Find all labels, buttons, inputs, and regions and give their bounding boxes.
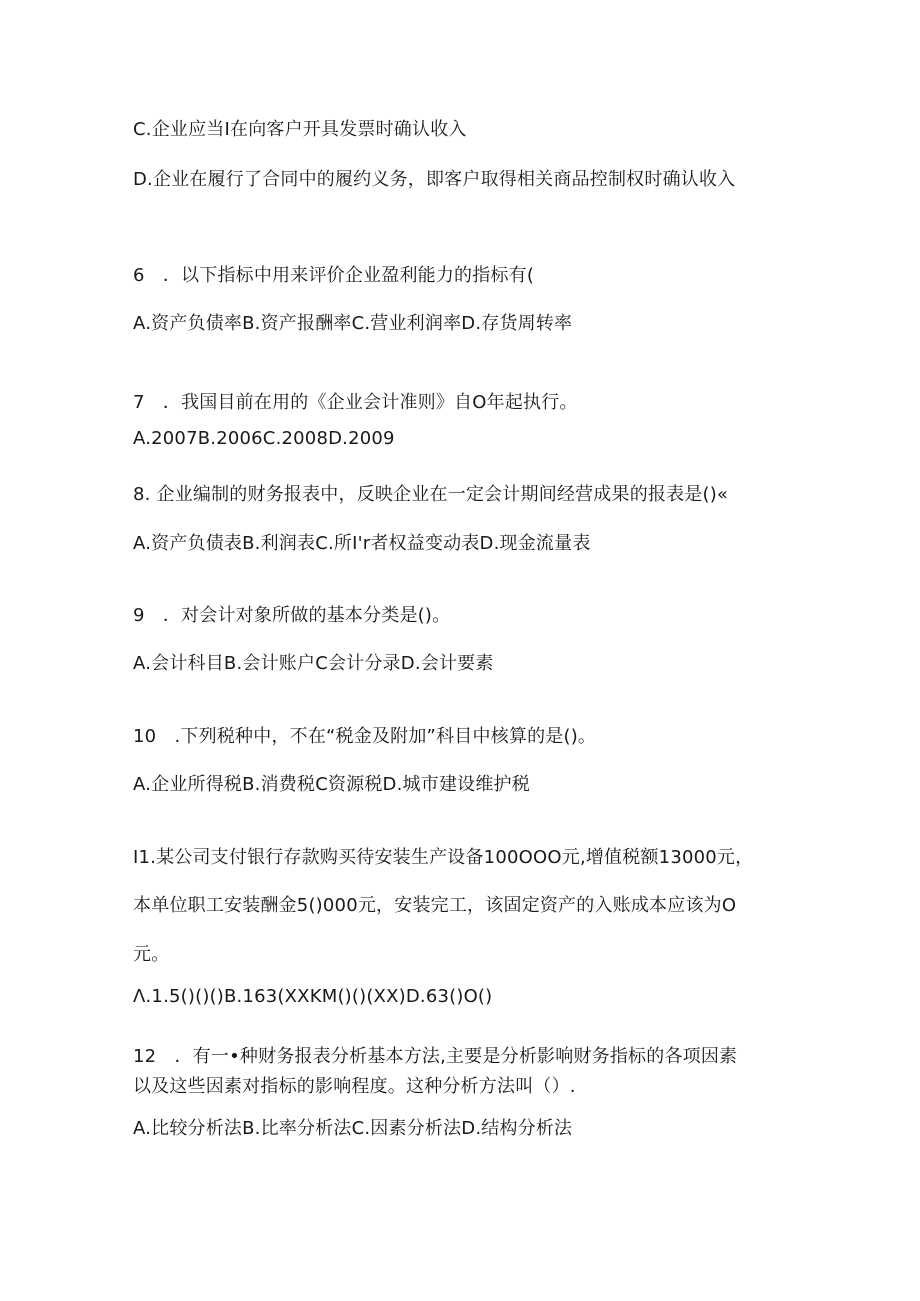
- question-12-line-1: 12 ．有一•种财务报表分析基本方法,主要是分析影响财务指标的各项因素: [133, 1046, 738, 1067]
- options-q8: A.资产负债表B.利润表C.所I'r者权益变动表D.现金流量表: [133, 533, 591, 554]
- options-q7: A.2007B.2006C.2008D.2009: [133, 428, 395, 449]
- question-12-line-2: 以及这些因素对指标的影响程度。这种分析方法叫（）.: [133, 1076, 576, 1097]
- options-q6: A.资产负债率B.资产报酬率C.营业利润率D.存货周转率: [133, 313, 573, 334]
- question-6: 6 ．以下指标中用来评价企业盈利能力的指标有(: [133, 265, 535, 286]
- options-q11: Λ.1.5()()()B.163(XXKM()()(XX)D.63()O(): [133, 986, 493, 1007]
- question-8: 8. 企业编制的财务报表中，反映企业在一定会计期间经营成果的报表是()«: [133, 484, 729, 505]
- question-11-line-1: I1.某公司支付银行存款购买待安装生产设备100OOO元,增值税额13000元，: [133, 847, 754, 868]
- options-q12: A.比较分析法B.比率分析法C.因素分析法D.结构分析法: [133, 1118, 573, 1139]
- option-d-q5: D.企业在履行了合同中的履约义务，即客户取得相关商品控制权时确认收入: [133, 169, 736, 190]
- question-11-line-2: 本单位职工安装酬金5()000元，安装完工，该固定资产的入账成本应该为O: [133, 895, 737, 916]
- question-11-line-3: 元。: [133, 944, 170, 965]
- question-9: 9 ．对会计对象所做的基本分类是()。: [133, 605, 451, 626]
- question-7: 7 ．我国目前在用的《企业会计准则》自O年起执行。: [133, 392, 578, 413]
- options-q10: A.企业所得税B.消费税C资源税D.城市建设维护税: [133, 774, 530, 795]
- question-10: 10 .下列税种中，不在“税金及附加”科目中核算的是()。: [133, 726, 597, 747]
- option-c-q5: C.企业应当I在向客户开具发票时确认收入: [133, 119, 467, 140]
- options-q9: A.会计科目B.会计账户C会计分录D.会计要素: [133, 653, 494, 674]
